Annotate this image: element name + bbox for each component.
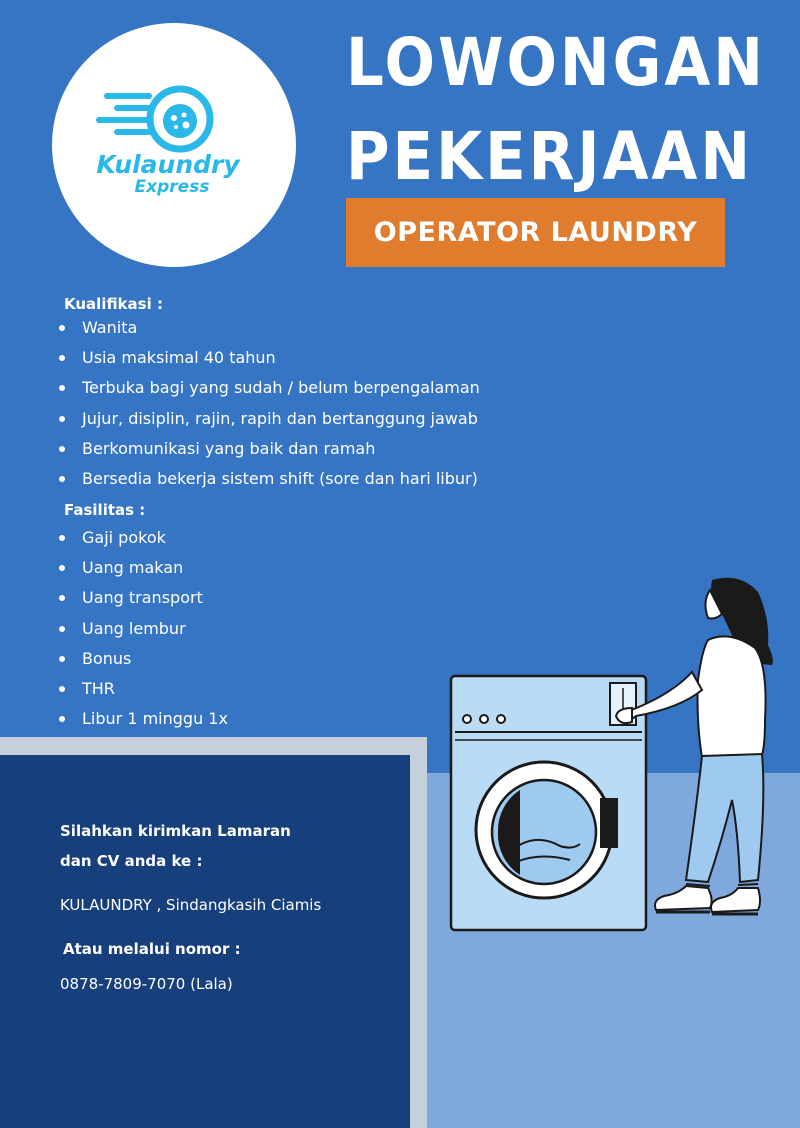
fasilitas-heading: Fasilitas : <box>64 501 146 519</box>
list-item: Terbuka bagi yang sudah / belum berpengalaman <box>56 378 480 408</box>
list-item: Uang makan <box>56 558 228 588</box>
list-item: Jujur, disiplin, rajin, rapih dan bertanggung jawab <box>56 409 480 439</box>
list-item: THR <box>56 679 228 709</box>
contact-phone: 0878-7809-7070 (Lala) <box>60 975 233 993</box>
list-item: Uang lembur <box>56 619 228 649</box>
contact-instruction-line2: dan CV anda ke : <box>60 852 203 870</box>
contact-address: KULAUNDRY , Sindangkasih Ciamis <box>60 896 322 914</box>
page-title-line2: PEKERJAAN <box>346 118 754 195</box>
list-item: Bersedia bekerja sistem shift (sore dan hari libur) <box>56 469 480 499</box>
logo-name-line2: Express <box>134 177 210 197</box>
kualifikasi-heading: Kualifikasi : <box>64 295 163 313</box>
list-item: Libur 1 minggu 1x <box>56 709 228 739</box>
page-title-line1: LOWONGAN <box>346 24 766 101</box>
list-item: Berkomunikasi yang baik dan ramah <box>56 439 480 469</box>
position-badge: OPERATOR LAUNDRY <box>346 198 725 267</box>
list-item: Bonus <box>56 649 228 679</box>
contact-or-label: Atau melalui nomor : <box>63 940 241 958</box>
list-item: Gaji pokok <box>56 528 228 558</box>
logo-name-line1: Kulaundry <box>96 150 240 179</box>
fasilitas-list <box>56 528 228 739</box>
list-item: Wanita <box>56 318 480 348</box>
list-item: Usia maksimal 40 tahun <box>56 348 480 378</box>
laundry-logo-icon <box>92 85 252 205</box>
list-item: Uang transport <box>56 588 228 618</box>
contact-instruction-line1: Silahkan kirimkan Lamaran <box>60 822 291 840</box>
washing-machine-illustration <box>440 570 800 950</box>
kualifikasi-list <box>56 318 480 499</box>
